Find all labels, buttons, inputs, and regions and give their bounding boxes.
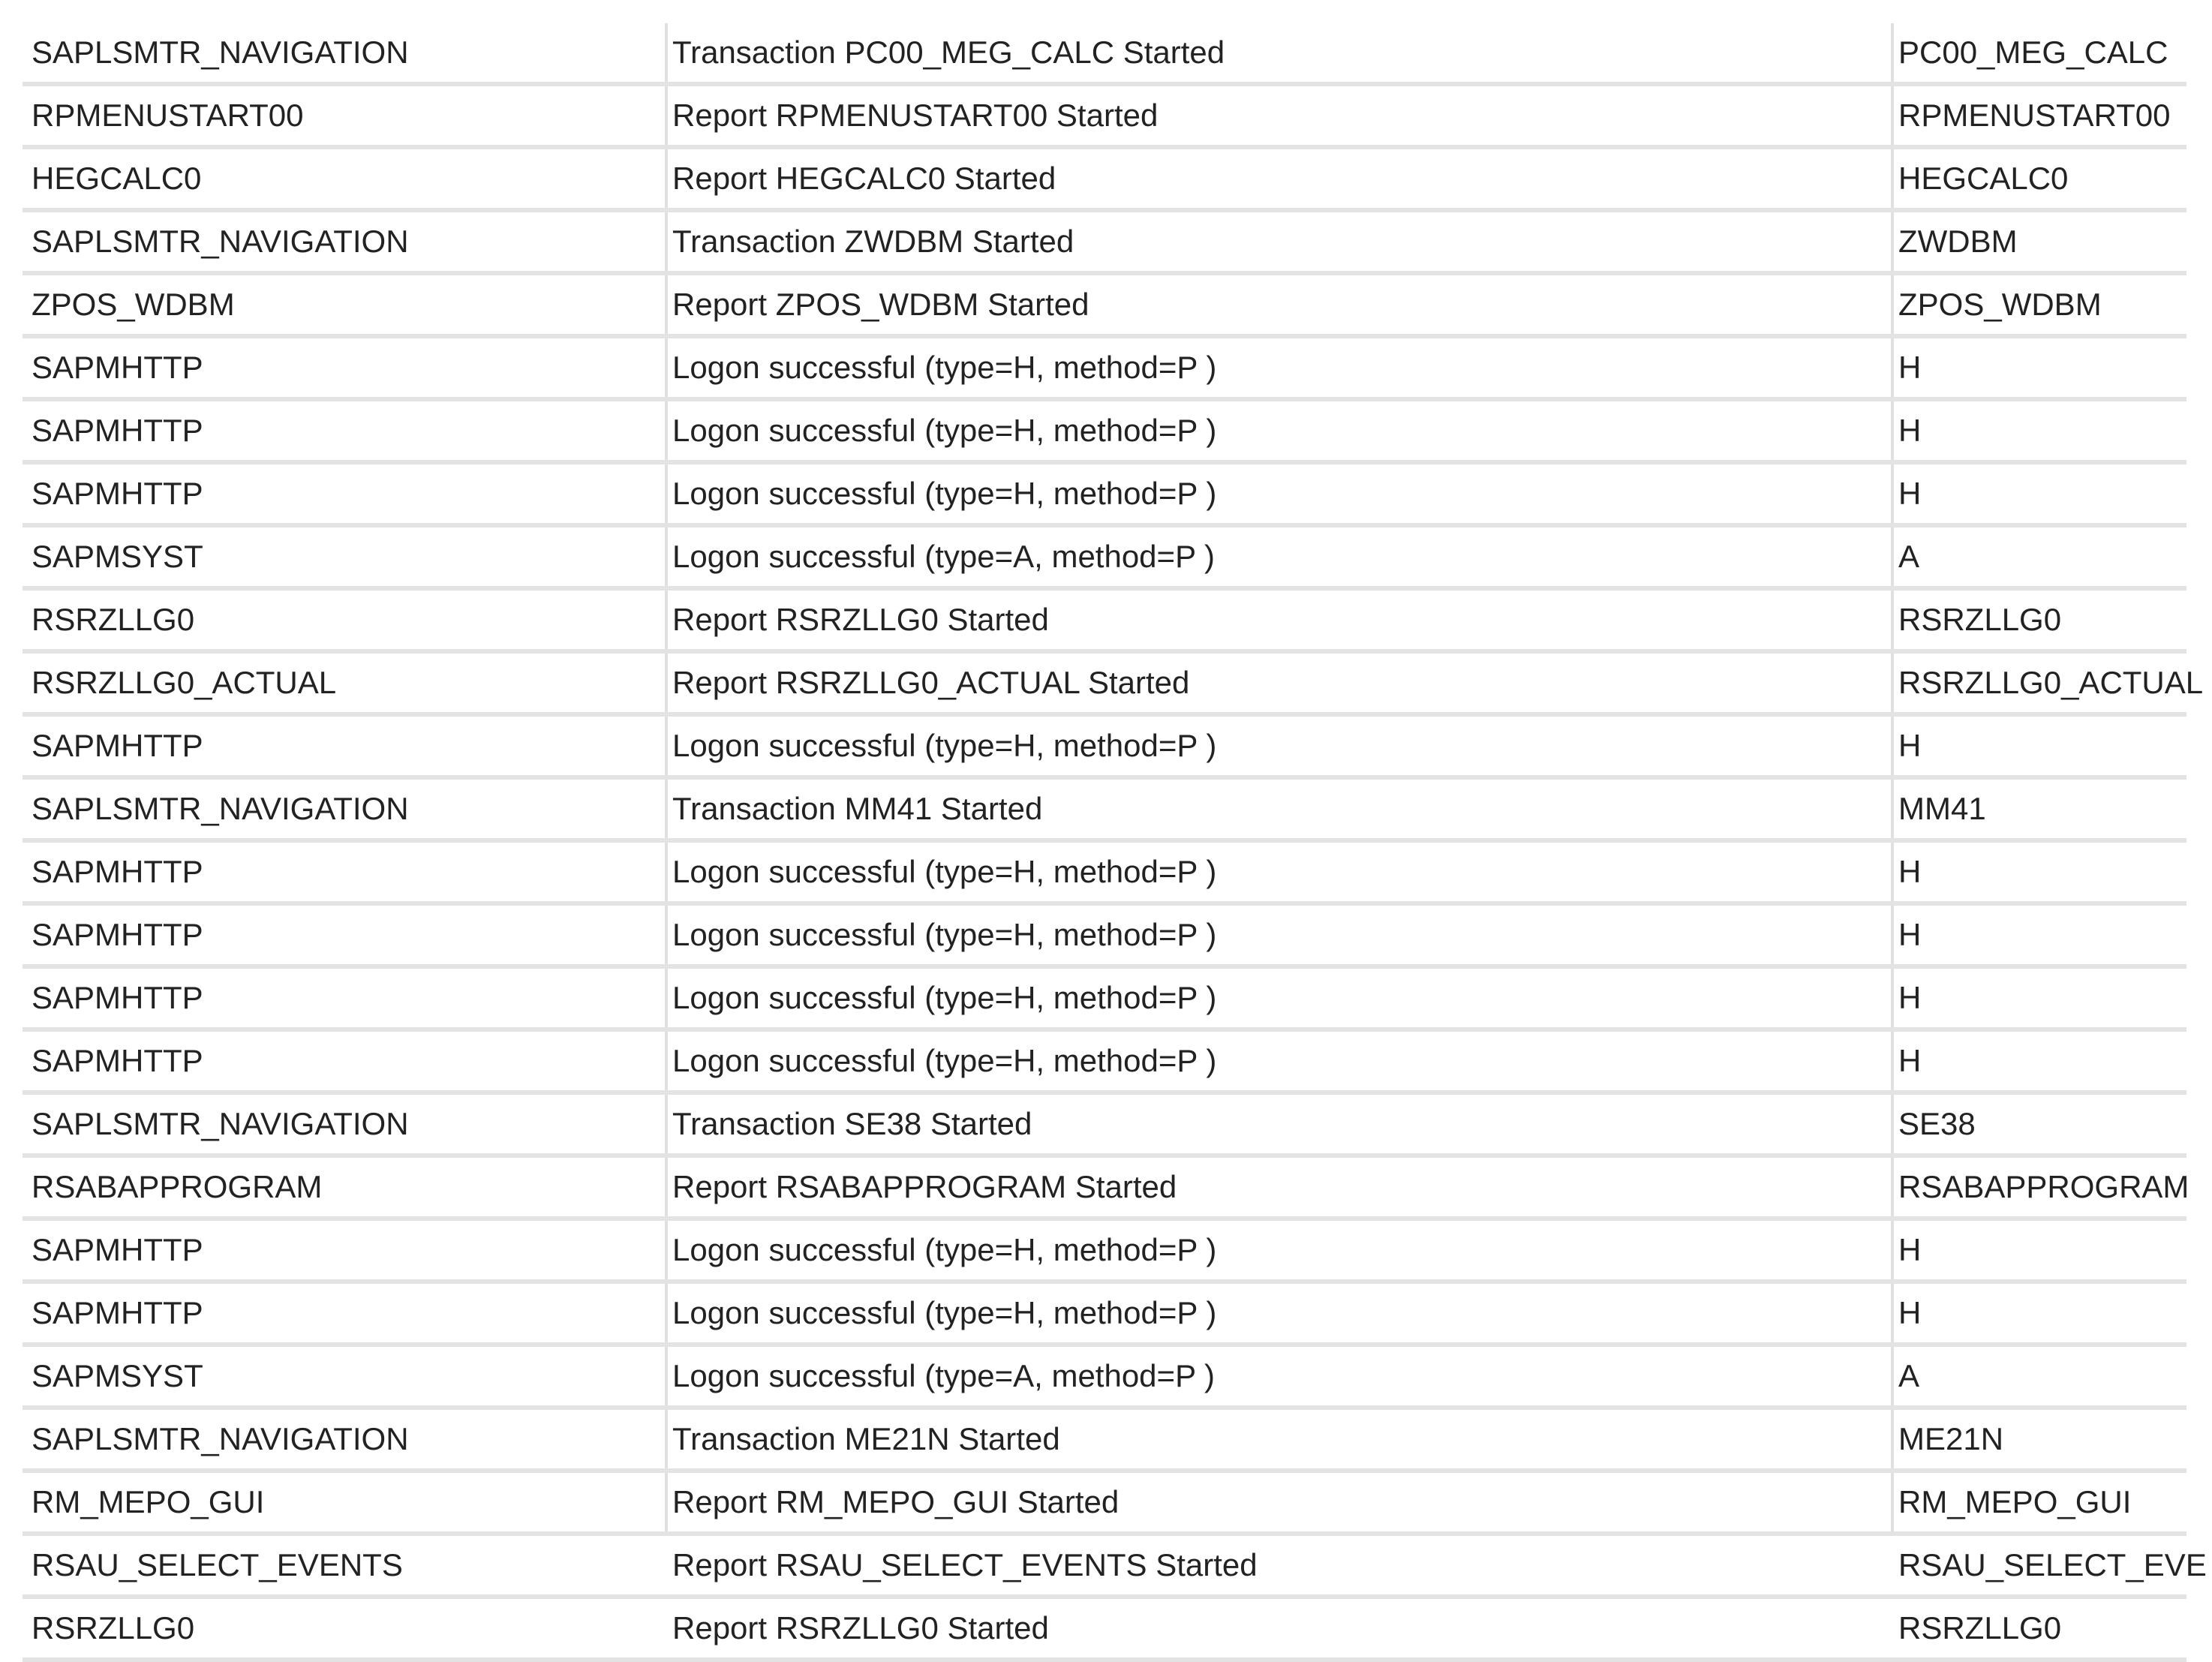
log-row[interactable]	[23, 275, 2186, 338]
program-cell: SAPLSMTR_NAVIGATION	[32, 1106, 409, 1141]
log-row[interactable]	[23, 969, 2186, 1032]
log-row[interactable]	[23, 1410, 2186, 1473]
value-cell: RSRZLLG0	[1898, 602, 2062, 637]
value-cell: A	[1898, 539, 1920, 574]
log-row[interactable]	[23, 1158, 2189, 1221]
value-cell: RSRZLLG0_ACTUAL	[1898, 665, 2204, 700]
log-row[interactable]	[23, 1221, 2186, 1284]
message-cell: Transaction ZWDBM Started	[672, 224, 1074, 259]
program-cell: RSRZLLG0	[32, 602, 195, 637]
log-row[interactable]	[23, 149, 2186, 212]
message-cell: Report ZPOS_WDBM Started	[672, 287, 1089, 322]
message-cell: Transaction MM41 Started	[672, 791, 1043, 826]
value-cell: H	[1898, 1295, 1922, 1330]
log-row[interactable]	[23, 401, 2186, 464]
log-row[interactable]	[23, 212, 2186, 275]
log-row[interactable]	[23, 1473, 2186, 1536]
program-cell: HEGCALC0	[32, 161, 202, 196]
log-row[interactable]	[23, 1032, 2186, 1095]
value-cell: H	[1898, 350, 1922, 385]
value-cell: PC00_MEG_CALC	[1898, 35, 2168, 70]
program-cell: SAPMHTTP	[32, 980, 203, 1015]
program-cell: SAPMHTTP	[32, 1232, 203, 1267]
program-cell: SAPMSYST	[32, 1358, 203, 1393]
program-cell: SAPMHTTP	[32, 1295, 203, 1330]
value-cell: H	[1898, 1043, 1922, 1078]
log-row[interactable]	[23, 843, 2186, 906]
message-cell: Report RSABAPPROGRAM Started	[672, 1169, 1177, 1204]
program-cell: RSRZLLG0	[32, 1610, 195, 1645]
value-cell: H	[1898, 728, 1922, 763]
message-cell: Logon successful (type=H, method=P )	[672, 1043, 1217, 1078]
program-cell: SAPLSMTR_NAVIGATION	[32, 791, 409, 826]
log-row[interactable]	[23, 527, 2186, 591]
value-cell: ME21N	[1898, 1421, 2004, 1456]
message-cell: Logon successful (type=H, method=P )	[672, 728, 1217, 763]
value-cell: A	[1898, 1358, 1920, 1393]
log-row[interactable]	[23, 1599, 2186, 1662]
value-cell: H	[1898, 1232, 1922, 1267]
value-cell: H	[1898, 980, 1922, 1015]
program-cell: SAPMHTTP	[32, 476, 203, 511]
value-cell: RSABAPPROGRAM	[1898, 1169, 2189, 1204]
program-cell: SAPMHTTP	[32, 917, 203, 952]
message-cell: Logon successful (type=H, method=P )	[672, 854, 1217, 889]
message-cell: Logon successful (type=H, method=P )	[672, 1232, 1217, 1267]
message-cell: Report RSAU_SELECT_EVENTS Started	[672, 1547, 1258, 1582]
log-row[interactable]	[23, 780, 2186, 843]
program-cell: ZPOS_WDBM	[32, 287, 235, 322]
program-cell: RPMENUSTART00	[32, 98, 304, 133]
log-row[interactable]	[23, 717, 2186, 780]
log-row[interactable]	[23, 86, 2186, 149]
value-cell: ZWDBM	[1898, 224, 2018, 259]
message-cell: Report RSRZLLG0 Started	[672, 602, 1049, 637]
log-row[interactable]	[23, 23, 2186, 86]
message-cell: Report RSRZLLG0_ACTUAL Started	[672, 665, 1190, 700]
message-cell: Logon successful (type=H, method=P )	[672, 980, 1217, 1015]
value-cell: RM_MEPO_GUI	[1898, 1484, 2132, 1519]
program-cell: SAPLSMTR_NAVIGATION	[32, 35, 409, 70]
value-cell: H	[1898, 917, 1922, 952]
log-row[interactable]	[23, 1536, 2207, 1599]
program-cell: SAPMSYST	[32, 539, 203, 574]
message-cell: Logon successful (type=H, method=P )	[672, 917, 1217, 952]
message-cell: Logon successful (type=H, method=P )	[672, 350, 1217, 385]
program-cell: SAPMHTTP	[32, 854, 203, 889]
value-cell: H	[1898, 413, 1922, 448]
message-cell: Logon successful (type=H, method=P )	[672, 476, 1217, 511]
value-cell: RSAU_SELECT_EVE	[1898, 1547, 2207, 1582]
value-cell: MM41	[1898, 791, 1986, 826]
message-cell: Report RPMENUSTART00 Started	[672, 98, 1159, 133]
value-cell: RPMENUSTART00	[1898, 98, 2171, 133]
message-cell: Logon successful (type=H, method=P )	[672, 1295, 1217, 1330]
audit-log-table	[23, 23, 2207, 1645]
message-cell: Report RM_MEPO_GUI Started	[672, 1484, 1120, 1519]
program-cell: SAPMHTTP	[32, 350, 203, 385]
log-row[interactable]	[23, 906, 2186, 969]
program-cell: RSRZLLG0_ACTUAL	[32, 665, 337, 700]
message-cell: Transaction SE38 Started	[672, 1106, 1032, 1141]
program-cell: SAPMHTTP	[32, 413, 203, 448]
program-cell: SAPMHTTP	[32, 1043, 203, 1078]
program-cell: RM_MEPO_GUI	[32, 1484, 265, 1519]
value-cell: ZPOS_WDBM	[1898, 287, 2102, 322]
value-cell: HEGCALC0	[1898, 161, 2069, 196]
message-cell: Logon successful (type=A, method=P )	[672, 539, 1215, 574]
program-cell: SAPLSMTR_NAVIGATION	[32, 224, 409, 259]
value-cell: H	[1898, 854, 1922, 889]
message-cell: Logon successful (type=A, method=P )	[672, 1358, 1215, 1393]
program-cell: SAPLSMTR_NAVIGATION	[32, 1421, 409, 1456]
message-cell: Report RSRZLLG0 Started	[672, 1610, 1049, 1645]
value-cell: SE38	[1898, 1106, 1976, 1141]
message-cell: Transaction ME21N Started	[672, 1421, 1060, 1456]
message-cell: Transaction PC00_MEG_CALC Started	[672, 35, 1225, 70]
log-row[interactable]	[23, 1347, 2186, 1410]
message-cell: Logon successful (type=H, method=P )	[672, 413, 1217, 448]
log-row[interactable]	[23, 654, 2204, 717]
value-cell: H	[1898, 476, 1922, 511]
program-cell: RSAU_SELECT_EVENTS	[32, 1547, 403, 1582]
value-cell: RSRZLLG0	[1898, 1610, 2062, 1645]
log-row[interactable]	[23, 338, 2186, 401]
log-row[interactable]	[23, 591, 2186, 654]
message-cell: Report HEGCALC0 Started	[672, 161, 1056, 196]
log-row[interactable]	[23, 1095, 2186, 1158]
log-rows	[23, 23, 2207, 1662]
program-cell: RSABAPPROGRAM	[32, 1169, 323, 1204]
log-row[interactable]	[23, 1284, 2186, 1347]
log-row[interactable]	[23, 464, 2186, 527]
program-cell: SAPMHTTP	[32, 728, 203, 763]
